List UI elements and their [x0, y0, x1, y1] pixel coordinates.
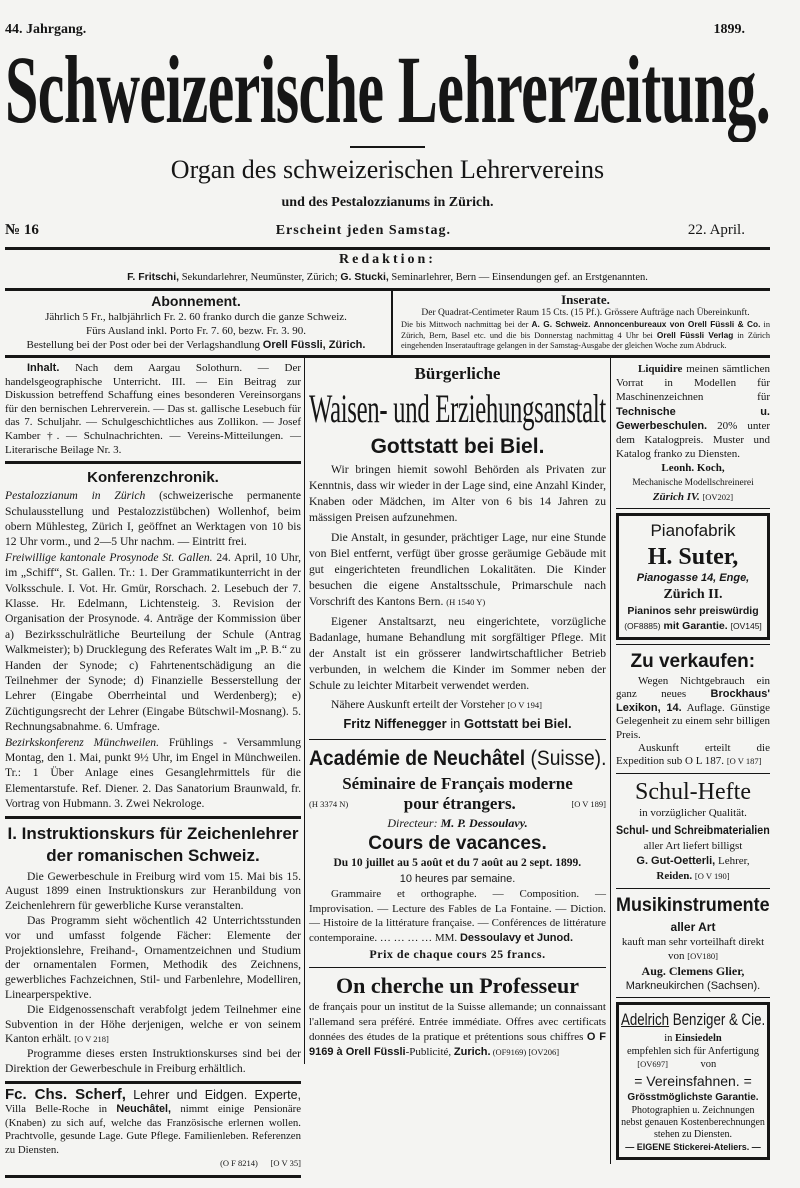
subtitle: Organ des schweizerischen Lehrervereins	[170, 155, 605, 184]
zu-text-3: Auskunft erteilt die Expedition sub O L 187.	[616, 742, 770, 768]
issue-number: № 16	[5, 222, 39, 238]
anstalt-p2: Die Anstalt, in gesunder, prächtiger Lage, nur eine Stunde von Biel entfernt, verfügt über grosse geräumige Gebäude mit gut eingerichteten freundlichen Lokalitäten. Die Kinder besuchen die eigene Anstaltsschule, Primarschule nach Vorschrift des Kantons Bern.	[309, 531, 606, 608]
redaktion-heading: Redaktion:	[339, 252, 436, 267]
liquidire-ref: [OV202]	[702, 491, 734, 502]
benziger-name-2: Benziger & Cie.	[669, 1009, 765, 1029]
volume: 44. Jahrgang.	[5, 22, 87, 37]
abonnement-box	[5, 291, 393, 355]
abonnement-line-2: Fürs Ausland inkl. Porto Fr. 7. 60, bezw. Fr. 3. 90.	[86, 325, 306, 337]
anstalt-p3: Eigener Anstaltsarzt, neu eingerichtete, vorzügliche Badanlage, humane Behandlung mit sorgfältiger Pflege. Mit der Anstalt ist ein grösserer landwirtschaftlicher Betrieb verbunden, in welchem die Kinder im Sommer neben der Schule zu leichter Mitarbeit verwendet werden.	[309, 615, 606, 692]
abonnement-heading: Abonnement.	[151, 293, 241, 309]
hefte-ref: [O V 190]	[694, 870, 730, 881]
professeur-text-2: -Publicité,	[405, 1046, 454, 1058]
redaktion-line	[5, 270, 770, 285]
hefte-materials: Schul- und Schreibmaterialien	[616, 822, 770, 837]
benziger-guarantee: Grösstmöglichste Garantie.	[627, 1091, 759, 1103]
musik-ref: [OV180]	[687, 950, 718, 961]
top-boxes	[5, 288, 770, 358]
academie-ad	[309, 740, 606, 968]
academie-ref-2: [O V 189]	[571, 798, 606, 809]
issue-date: 22. April.	[687, 222, 745, 238]
piano-ref-1: (OF8885)	[624, 621, 661, 632]
anstalt-kicker: Bürgerliche	[414, 364, 501, 383]
subtitle-2: und des Pestalozzianums in Zürich.	[281, 195, 494, 210]
benziger-text-2: Photographien u. Zeichnungen nebst genauen Kostenberechnungen stehen zu Diensten.	[621, 1104, 765, 1140]
anstalt-p4: Nähere Auskunft erteilt der Vorsteher	[331, 698, 505, 711]
year: 1899.	[713, 22, 745, 37]
professeur-code: O F 9169 à Orell Füssli	[309, 1031, 606, 1058]
cours-teachers: Dessoulavy et Junod.	[459, 931, 574, 944]
hefte-role: Lehrer,	[715, 854, 750, 867]
piano-name: H. Suter,	[647, 544, 739, 571]
anstalt-title: Waisen- und Erziehungsanstalt	[309, 386, 606, 431]
anstalt-ref-2: [O V 194]	[507, 700, 542, 710]
kurs-p2: Das Programm sieht wöchentlich 42 Unterrichtsstunden vor und umfasst folgende Fächer: Elemente der Projektionslehre, Freihand-, Ornamentzeichnen und Studium der ornamentalen Formen, Methodik des Zeichnens, gewerbliches Fachzeichnen, Stil- und Farbenlehre, Modelliren, Linearperspektive.	[5, 914, 301, 1002]
anstalt-signer: Fritz Niffenegger	[343, 716, 447, 731]
musik-subtitle: aller Art	[670, 919, 716, 934]
cours-dates-wrap	[309, 855, 606, 871]
liquidire-city: Zürich IV.	[652, 490, 700, 503]
benziger-ad	[616, 1002, 770, 1160]
masthead-title: Schweizerische Lehrerzeitung.	[5, 38, 770, 142]
frequency: Erscheint jeden Samstag.	[275, 223, 451, 238]
musik-title-wrap	[616, 893, 770, 919]
academie-title-wrap	[309, 744, 606, 774]
kurs-ref: [O V 218]	[74, 1034, 109, 1045]
academie-ref-1: (H 3374 N)	[309, 798, 349, 809]
musik-name: Aug. Clemens Glier,	[641, 963, 745, 978]
k3-label: Bezirkskonferenz Münchweilen.	[5, 735, 159, 749]
inserate-box	[393, 291, 770, 355]
benziger-product: = Vereinsfahnen. =	[634, 1072, 752, 1089]
hefte-materials-wrap	[616, 821, 770, 839]
header-top-row	[5, 22, 770, 38]
hefte-name: G. Gut-Oetterli,	[636, 854, 716, 867]
liquidire-ad	[616, 358, 770, 509]
directeur-label: Directeur:	[387, 816, 438, 830]
anstalt-ref-1: (H 1540 Y)	[446, 597, 486, 607]
editor-2: G. Stucki,	[340, 271, 389, 283]
professeur-title: On cherche un Professeur	[336, 973, 579, 998]
scherf-text-2: nimmt einige Pensionäre (Knaben) zu sich auf, welche das Französische erlernen wollen. Prachtvolle, gesunde Lage. Gute Pflege. Familienleben. Referenzen zu Diensten.	[5, 1103, 301, 1156]
musik-title: Musikinstrumente	[616, 894, 770, 916]
scherf-title: Lehrer und Eidgen. Experte,	[125, 1087, 301, 1102]
piano-title: Pianofabrik	[650, 521, 736, 541]
scherf-city: Neuchâtel,	[116, 1103, 171, 1116]
zu-text-1: Wegen Nichtgebrauch ein ganz neues	[616, 675, 770, 701]
scherf-ad	[5, 1084, 301, 1178]
zu-title-wrap	[616, 649, 770, 675]
benziger-von: von	[700, 1058, 717, 1070]
cours-heading: Cours de vacances.	[368, 833, 547, 854]
benziger-city: Einsiedeln	[675, 1032, 722, 1044]
hefte-title: Schul-Hefte	[635, 778, 751, 805]
anstalt-title-wrap	[309, 386, 606, 432]
musik-city: Markneukirchen (Sachsen).	[625, 979, 761, 992]
editor-1-role: Sekundarlehrer, Neumünster, Zürich;	[179, 272, 341, 283]
right-column	[610, 358, 770, 1164]
editor-1: F. Fritschi,	[127, 271, 180, 283]
benziger-in: in	[664, 1032, 676, 1044]
benziger-text-1: empfehlen sich für Anfertigung	[626, 1045, 760, 1057]
inserate-verlag: Orell Füssli Verlag	[656, 330, 734, 340]
academie-suisse: (Suisse).	[525, 747, 606, 770]
k1-text: (schweizerische permanente Schulausstellung und Pestalozzistübchen) Wollenhof, beim obern Mühlesteg, Zürich I, geöffnet an Werktagen von 10 bis 12 Uhr vorm., und 2—5 Uhr nachm. — Eintritt frei.	[5, 489, 301, 549]
academie-title: Académie de Neuchâtel	[309, 747, 526, 770]
scherf-name: Fc. Chs. Scherf,	[5, 1085, 126, 1103]
schul-hefte-ad	[616, 774, 770, 889]
k3-text: Frühlings - Versammlung Montag, den 1. Mai, punkt 9½ Uhr, im Engel in Münchweilen. Tr.: 1 Über Anlage eines Gesanglehrmittels für die Elementarstufe. Ref. Diener. 2. Das Sanatorium Braunwald, fr. Vortrag von Hubmann. 3. Zwei Nekrologe.	[5, 735, 302, 811]
inserate-price: Der Quadrat-Centimeter Raum 15 Cts. (15 Pf.). Grössere Aufträge nach Übereinkunft.	[421, 308, 750, 318]
benziger-footer: — EIGENE Stickerei-Ateliers. —	[625, 1141, 761, 1152]
piano-city: Zürich II.	[663, 587, 723, 603]
inserate-text-2: in Zürich, Bern, Basel etc. und die bis Donnerstag nachmittag 4 Uhr bei	[401, 320, 770, 340]
inhalt-text: Nach dem Aargau Solothurn. — Der handelsgeographische Unterricht. III. — Ein Beitrag zur Diskussion betreffend Schaffung eines besonderen Vereinsorgans für den bernischen Lehrerverein. — Das st. gallische Lesebuch für das 7. Schuljahr. — Schulgeschichtliches aus Zollikon. — Josef Kamber †. — Schulnachrichten. — Vereins-Mitteilungen. — Literarische Beilage Nr. 3.	[5, 362, 301, 456]
kurs-heading: I. Instruktionskurs für Zeichenlehrer der romanischen Schweiz.	[7, 823, 299, 865]
issue-row	[5, 220, 770, 241]
piano-text-2: mit Garantie.	[660, 620, 731, 633]
scherf-text-1: Villa Belle-Roche in	[5, 1103, 117, 1116]
cours-price: Prix de chaque cours 25 francs.	[369, 947, 546, 961]
instruktionskurs	[5, 819, 301, 1084]
konferenzchronik	[5, 464, 301, 819]
pianofabrik-ad	[616, 513, 770, 640]
anstalt-sign-in: in	[446, 716, 464, 731]
academie-seminaire: Séminaire de Français moderne	[342, 774, 573, 793]
pianofabrik-section	[616, 513, 770, 645]
professeur-ad	[309, 968, 606, 1064]
liquidire-name: Leonh. Koch,	[661, 462, 725, 475]
inserate-agency: A. G. Schweiz. Annoncenbureaux von Orell Füssli & Co.	[531, 319, 761, 329]
inserate-text-1: Die bis Mittwoch nachmittag bei der	[401, 320, 532, 329]
abonnement-line-1: Jährlich 5 Fr., halbjährlich Fr. 2. 60 franko durch die ganze Schweiz.	[45, 311, 347, 323]
anstalt-place: Gottstatt bei Biel.	[370, 435, 545, 458]
inhalt	[5, 358, 301, 464]
benziger-name-wrap	[621, 1008, 765, 1032]
academie-pour: pour étrangers.	[403, 794, 516, 813]
liquidire-firm: Mechanische Modellschreinerei	[632, 477, 754, 488]
inserate-heading: Inserate.	[561, 292, 610, 307]
masthead-divider	[350, 146, 425, 148]
kurs-p4: Programme dieses ersten Instruktionskurses sind bei der Direktion der Gewerbeschule in Freiburg erhältlich.	[5, 1047, 301, 1076]
piano-text-1: Pianinos sehr preiswürdig	[627, 605, 759, 618]
directeur-name: M. P. Dessoulavy.	[437, 816, 528, 830]
professeur-city: Zurich.	[453, 1046, 491, 1058]
k2-label: Freiwillige kantonale Prosynode St. Gallen.	[5, 550, 213, 564]
masthead-wrap	[5, 38, 770, 142]
cours-hours: 10 heures par semaine.	[399, 873, 516, 885]
scherf-ref: (O F 8214) [O V 35]	[220, 1158, 301, 1169]
benziger-ref: [OV697]	[637, 1058, 668, 1069]
anstalt-p1: Wir bringen hiemit sowohl Behörden als Privaten zur Kenntnis, dass wir wieder in der Lage sind, eine Anzahl Kinder, Knaben oder Mädchen, im Alter von 6 bis 14 Jahren zu mässigen Preisen aufzunehmen.	[309, 463, 606, 524]
zu-bold: Brockhaus' Lexikon, 14.	[616, 688, 770, 714]
left-column	[5, 358, 304, 1178]
middle-column	[304, 358, 610, 1064]
musik-text: kauft man sehr vorteilhaft direkt von	[621, 935, 765, 962]
cours-dates: Du 10 juillet au 5 août et du 7 août au 2 sept. 1899.	[333, 857, 582, 869]
editor-2-role: Seminarlehrer, Bern — Einsendungen gef. an Erstgenannten.	[388, 272, 648, 283]
professeur-ref: (OF9169) [OV206]	[490, 1047, 560, 1057]
cours-topics: Grammaire et orthographe. — Composition. — Improvisation. — Lecture des Fables de La Fontaine. — Diction. — Histoire de la littérature française. — Conférences de littérature contemporaine. … … … … MM.	[309, 888, 606, 944]
zu-verkaufen-title: Zu verkaufen:	[630, 651, 756, 673]
inserate-text-3: in Zürich eingehenden Inseratauftrage gelangen in der Samstag-Ausgabe der gleichen Woche zum Abdruck.	[401, 331, 770, 350]
k2-text: 24. April, 10 Uhr, im „Schiff“, St. Gallen. Tr.: 1. Der Grammatikunterricht in der Volksschule. I. Vot. Hr. Gmür, Rorschach. 2. Lesebuch der 7. Klasse. Hr. Edelmann, Lichtensteig. 3. Revision der Organisation der Prosynode. 4. Anträge der Kommission über a) Bezirksschulrätliche Beurteilung der Schule (Antrag Walkmeister); b) Drucklegung des Referates Walt im „P. B.“ zu Handen der Synode; c) Fahrtenentschädigung an die Teilnehmer der Synode; d) Finanzielle Besserstellung der Lehrer (Eingabe Oberrheintal und Werdenberg); e) Züchtigungsrecht der Lehrer (Eingabe Bütschwil-Mosnang). 5. Rechnungsabnahme. 6. Umfrage.	[5, 550, 301, 734]
musikinstrumente-ad	[616, 889, 770, 998]
liquidire-bold: Technische u. Gewerbeschulen.	[616, 405, 770, 432]
zu-ref: [O V 187]	[726, 756, 762, 767]
kurs-p3: Die Eidgenossenschaft verabfolgt jedem Teilnehmer eine Subvention in der Höhe derjenigen, welche er von seinem Kanton erhält.	[5, 1002, 301, 1046]
kurs-p1: Die Gewerbeschule in Freiburg wird vom 15. Mai bis 15. August 1899 einen Instruktionskurs zur Heranbildung von Zeichenlehrern für gewerbliche Kurse veranstalten.	[5, 869, 301, 913]
benziger-name-1: Adelrich	[621, 1009, 670, 1029]
liquidire-text-2: 20% unter dem Katalogpreis. Muster und Katalog franko zu Diensten.	[616, 419, 770, 461]
columns	[5, 358, 770, 1178]
professeur-text: de français pour un institut de la Suisse allemande; un connaissant l'allemand sera préféré. Entrée immédiate. Offres avec certificats données des études de la pratique et prétentions sous chiffres	[309, 1001, 606, 1043]
hefte-quality: in vorzüglicher Qualität.	[639, 806, 747, 819]
piano-ref-2: [OV145]	[730, 621, 762, 632]
konferenz-heading: Konferenzchronik.	[87, 469, 219, 487]
publisher: Orell Füssli, Zürich.	[262, 339, 366, 351]
zu-text-2: Auflage. Günstige Gelegenheit zu einem sehr billigen Preis.	[616, 701, 770, 741]
piano-address: Pianogasse 14, Enge,	[636, 572, 750, 585]
anstalt-location: Gottstatt bei Biel.	[464, 716, 572, 731]
zu-verkaufen-ad	[616, 645, 770, 774]
liquidire-label: Liquidire	[638, 363, 683, 375]
k1-label: Pestalozzianum in Zürich	[5, 489, 146, 503]
anstalt-ad	[309, 358, 606, 740]
hefte-text: aller Art liefert billigst	[643, 839, 743, 852]
inhalt-label: Inhalt.	[27, 362, 60, 374]
liquidire-text-1: meinen sämtlichen Vorrat in Modellen für Maschinenzeichnen für	[616, 363, 770, 404]
abonnement-line-3: Bestellung bei der Post oder bei der Verlagshandlung	[26, 339, 263, 351]
hefte-city: Reiden.	[656, 869, 693, 882]
benziger-section	[616, 1002, 770, 1160]
